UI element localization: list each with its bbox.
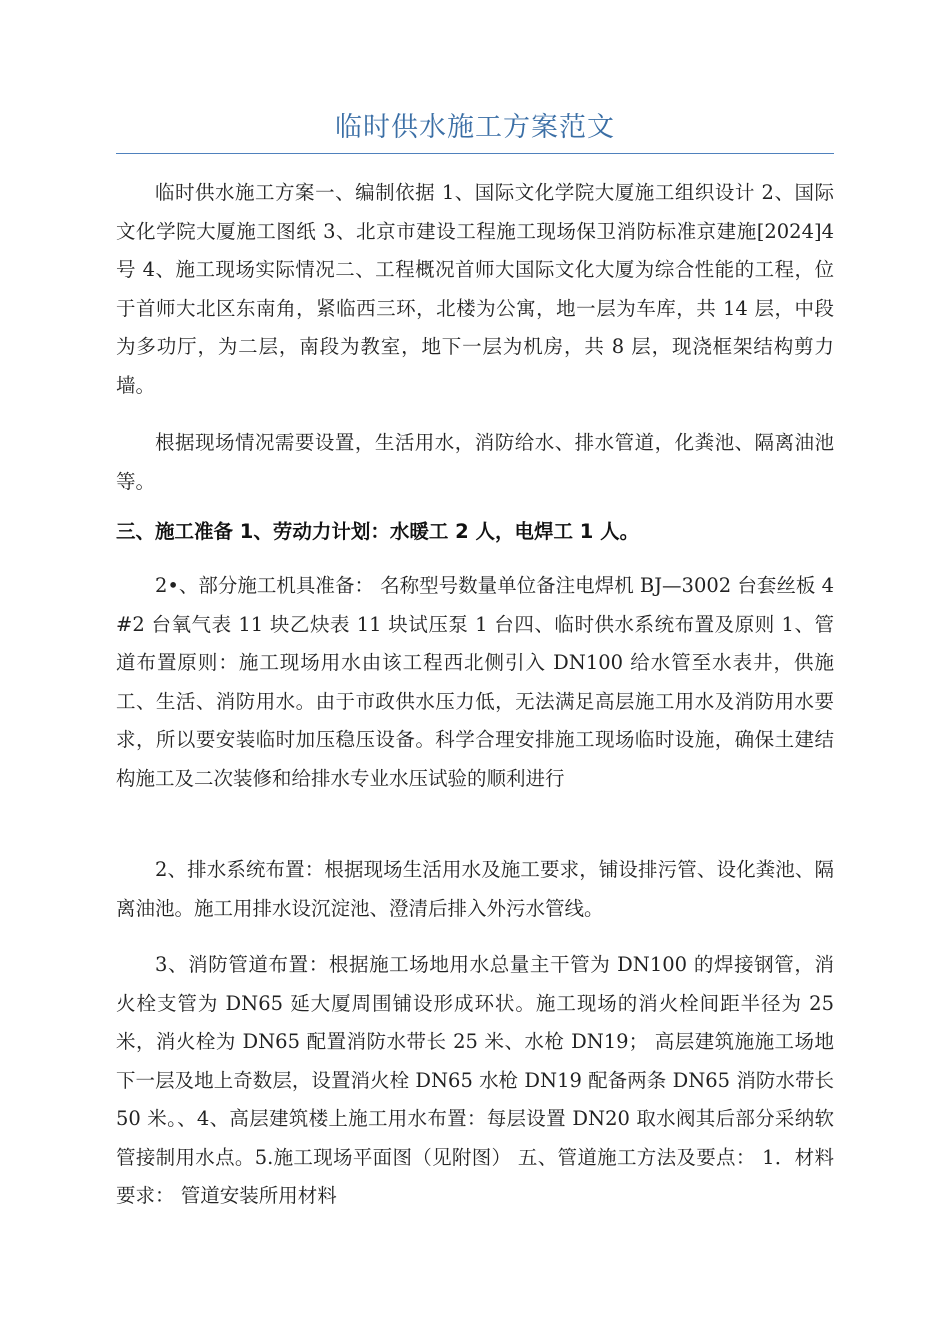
- paragraph-drainage: 2、排水系统布置：根据现场生活用水及施工要求，铺设排污管、设化粪池、隔离油池。施工用排水设沉淀池、澄清后排入外污水管线。: [116, 858, 834, 920]
- document-title: 临时供水施工方案范文: [335, 112, 615, 143]
- title-divider: [116, 153, 834, 154]
- paragraph-equipment: 2•、部分施工机具准备： 名称型号数量单位备注电焊机 BJ—3002 台套丝板 4#2 台氧气表 11 块乙炔表 11 块试压泵 1 台四、临时供水系统布置及原则 1、管道布置原则：施工现场用水由该工程西北侧引入 DN100 给水管至水表井，供施工、生活、消防用水。由于市政供水压力低，无法满足高层施工用水及消防用水要求，所以要安装临时加压稳压设备。科学合理安排施工现场临时设施，确保土建结构施工及二次装修和给排水专业水压试验的顺利进行: [116, 574, 834, 790]
- paragraph-fire-pipeline: 3、消防管道布置：根据施工场地用水总量主干管为 DN100 的焊接钢管，消火栓支管为 DN65 延大厦周围铺设形成环状。施工现场的消火栓间距半径为 25 米，消火栓为 DN65 配置消防水带长 25 米、水枪 DN19； 高层建筑施施工场地下一层及地上奇数层，设置消火栓 DN65 水枪 DN19 配备两条 DN65 消防水带长 50 米。、4、高层建筑楼上施工用水布置：每层设置 DN20 取水阀其后部分采纳软管接制用水点。5.施工现场平面图（见附图） 五、管道施工方法及要点： 1．材料要求： 管道安装所用材料: [116, 953, 834, 1207]
- paragraph-compilation-basis: 临时供水施工方案一、编制依据 1、国际文化学院大厦施工组织设计 2、国际文化学院大厦施工图纸 3、北京市建设工程施工现场保卫消防标准京建施[2024]4 号 4、施工现场实际情况二、工程概况首师大国际文化大厦为综合性能的工程，位于首师大北区东南角，紧临西三环，北楼为公寓，地一层为车库，共 14 层，中段为多功厅，为二层，南段为教室，地下一层为机房，共 8 层，现浇框架结构剪力墙。: [116, 181, 834, 397]
- paragraph-site-requirements: 根据现场情况需要设置，生活用水，消防给水、排水管道，化粪池、隔离油池等。: [116, 431, 834, 493]
- section-heading-preparation: 三、施工准备 1、劳动力计划：水暖工 2 人，电焊工 1 人。: [116, 520, 640, 543]
